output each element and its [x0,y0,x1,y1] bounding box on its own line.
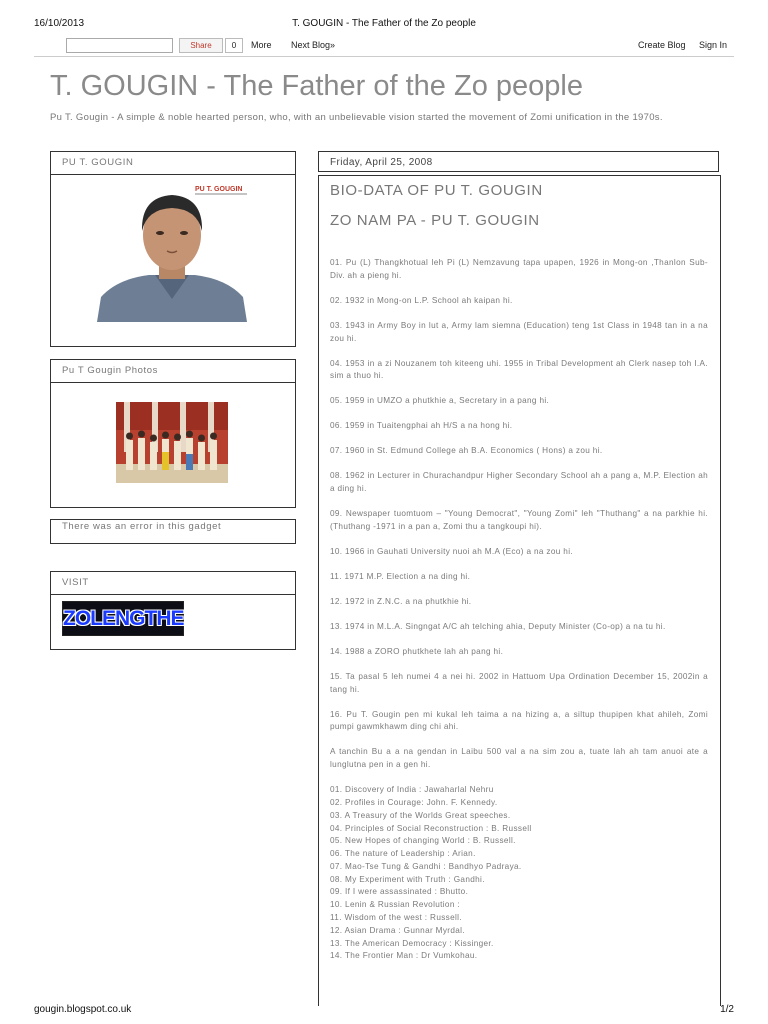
zolengthe-banner-link[interactable] [62,601,184,636]
book-list-item: 11. Wisdom of the west : Russell. [330,913,462,923]
next-blog-link[interactable]: Next Blog» [291,40,336,50]
widget-title: VISIT [51,572,295,595]
group-photo-thumbnail[interactable] [116,402,228,483]
post-paragraph: 03. 1943 in Army Boy in lut a, Army lam siemna (Education) teng 1st Class in 1948 tan in a na zou hi. [330,320,708,343]
navbar-divider [34,56,734,57]
print-page-number: 1/2 [720,1004,734,1015]
post-paragraph: 15. Ta pasal 5 leh numei 4 a nei hi. 2002 in Hattuom Upa Ordination December 15, 2002in a tang hi. [330,671,708,694]
portrait-image [97,179,247,322]
post-paragraph: 09. Newspaper tuomtuom – "Young Democrat", "Young Zomi" leh "Thuthang" a na parkhie hi. (Thuthang -1971 in a pan a, Zomi thu a tangkoupi hi). [330,509,708,531]
post-paragraph: 07. 1960 in St. Edmund College ah B.A. Economics ( Hons) a zou hi. [330,446,603,456]
book-list-item: 08. My Experiment with Truth : Gandhi. [330,874,485,884]
more-link[interactable]: More [251,40,272,50]
blogger-navbar [34,38,734,55]
widget-error [50,519,296,544]
blog-description: Pu T. Gougin - A simple & noble hearted person, who, with an unbelievable vision started the movement of Zomi unification in the 1970s. [50,112,663,123]
widget-title: PU T. GOUGIN [51,152,295,175]
widget-visit [50,571,296,650]
post-paragraph: 11. 1971 M.P. Election a na ding hi. [330,571,471,581]
create-blog-link[interactable]: Create Blog [638,40,686,50]
gadget-error-message: There was an error in this gadget [62,521,222,532]
book-list-item: 02. Profiles in Courage: John. F. Kennedy. [330,797,498,807]
post-paragraph: 12. 1972 in Z.N.C. a na phutkhie hi. [330,596,472,606]
print-url: gougin.blogspot.co.uk [34,1004,132,1015]
book-list [330,784,708,963]
post-paragraph: 05. 1959 in UMZO a phutkhie a, Secretary in a pang hi. [330,396,550,406]
book-list-item: 04. Principles of Social Reconstruction : B. Russell [330,823,532,833]
post-subtitle: ZO NAM PA - PU T. GOUGIN [330,212,540,229]
print-page-title: T. GOUGIN - The Father of the Zo people [292,18,476,29]
book-list-item: 09. If I were assassinated : Bhutto. [330,887,469,897]
post-paragraph: 16. Pu T. Gougin pen mi kukal leh taima a na hizing a, a siltup thupipen khat ahileh, Zomi pumpi gawmkhawm ding chi ahi. [330,709,708,732]
book-list-item: 07. Mao-Tse Tung & Gandhi : Bandhyo Padraya. [330,861,522,871]
post-title[interactable]: BIO-DATA OF PU T. GOUGIN [330,182,543,199]
post-paragraph: 14. 1988 a ZORO phutkhete lah ah pang hi. [330,646,504,656]
print-date: 16/10/2013 [34,18,85,29]
post-paragraph: 08. 1962 in Lecturer in Churachandpur Higher Secondary School ah a pang a, M.P. Election ah a ding hi. [330,471,708,494]
post-paragraph: 02. 1932 in Mong-on L.P. School ah kaipan hi. [330,295,513,305]
post-paragraph: 10. 1966 in Gauhati University nuoi ah M.A (Eco) a na zou hi. [330,546,573,556]
book-list-item: 10. Lenin & Russian Revolution : [330,900,460,910]
portrait-caption: PU T. GOUGIN [195,186,243,193]
zolengthe-banner-text: ZOLENGTHE [63,607,184,630]
book-list-item: 06. The nature of Leadership : Arian. [330,849,476,859]
sign-in-link[interactable]: Sign In [699,40,728,50]
share-count: 0 [225,38,243,53]
post [318,175,721,1006]
post-paragraph: 01. Pu (L) Thangkhotual leh Pi (L) Nemzavung tapa upapen, 1926 in Mong-on ,Thanlon Sub-Div. ah a pieng hi. [330,258,708,280]
book-list-item: 05. New Hopes of changing World : B. Russell. [330,836,516,846]
search-input[interactable] [66,38,173,53]
book-list-item: 03. A Treasury of the Worlds Great speeches. [330,810,511,820]
book-list-item: 12. Asian Drama : Gunnar Myrdal. [330,925,465,935]
widget-photos [50,359,296,508]
book-list-item: 01. Discovery of India : Jawaharlal Nehru [330,785,494,795]
post-date-header: Friday, April 25, 2008 [318,151,719,172]
post-paragraph: 04. 1953 in a zi Nouzanem toh kiteeng uhi. 1955 in Tribal Development ah Clerk nasep toh I.A. sim a thuo hi. [330,358,708,381]
book-list-item: 14. The Frontier Man : Dr Vumkohau. [330,951,478,961]
post-paragraph: 13. 1974 in M.L.A. Singngat A/C ah telching ahia, Deputy Minister (Co-op) a na tu hi. [330,621,666,631]
blog-title[interactable]: T. GOUGIN - The Father of the Zo people [50,70,583,102]
post-paragraph: 06. 1959 in Tuaitengphai ah H/S a na hong hi. [330,421,513,431]
book-list-item: 13. The American Democracy : Kissinger. [330,938,494,948]
post-body [330,257,708,963]
share-button[interactable]: Share [179,38,223,53]
post-paragraph: A tanchin Bu a a na gendan in Laibu 500 val a na sim zou a, tuate lah ah tam anuoi ate a lunglutna pen in a gen hi. [330,747,708,770]
widget-title: Pu T Gougin Photos [51,360,295,383]
widget-profile [50,151,296,347]
